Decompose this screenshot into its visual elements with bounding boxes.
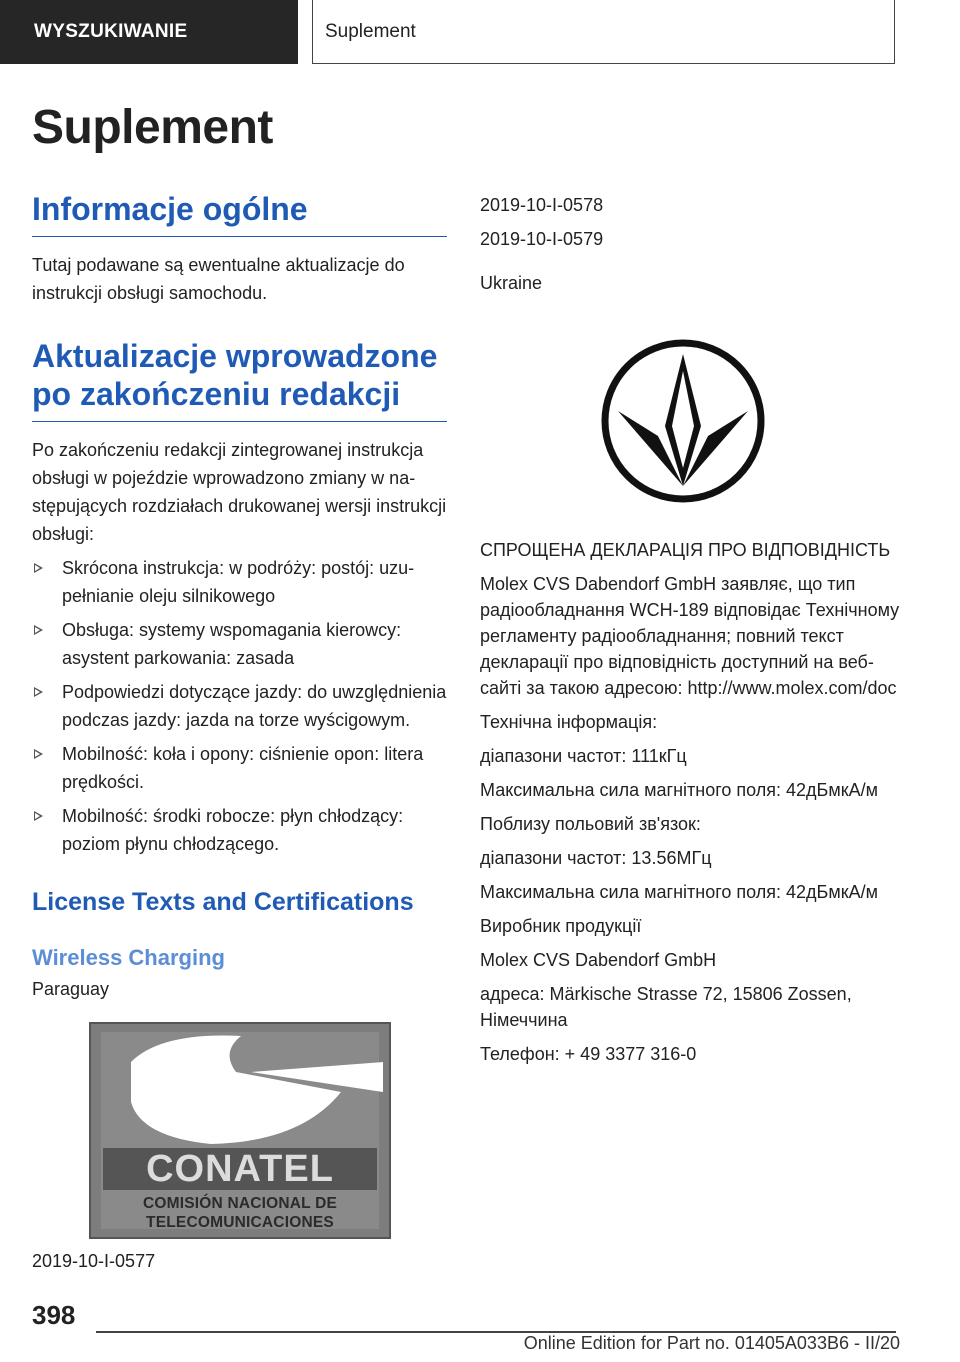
paragraph-updates: Po zakończeniu redakcji zintegrowanej instrukcja obsługi w pojeździe wprowadzono zmiany w następujących rozdziałach drukowanej wersji instrukcji obsługi: (32, 440, 447, 544)
declaration-line: Технічна інформація: (480, 712, 658, 732)
paragraph-general-info: Tutaj podawane są ewentualne aktualizacje do instrukcji obsługi samochodu. (32, 255, 405, 303)
list-item-text: Skrócona instrukcja: w podróży: postój: uzupełnianie oleju silnikowego (62, 558, 415, 606)
conatel-caption: COMISIÓN NACIONAL DE TELECOMUNICACIONES (142, 1195, 338, 1231)
section-tab[interactable] (312, 0, 895, 64)
section-tab-label: Suplement (325, 20, 416, 42)
heading-updates: Aktualizacje wprowadzone po zakończeniu redakcji (32, 337, 447, 422)
list-item[interactable] (32, 616, 447, 672)
list-item[interactable] (32, 802, 447, 858)
triangle-bullet-icon (34, 563, 43, 573)
triangle-bullet-icon (34, 687, 43, 697)
declaration-line: діапазони частот: 13.56МГц (480, 848, 712, 868)
declaration-line: Максимальна сила магнітного поля: 42дБмкА/м (480, 780, 878, 800)
declaration-line: Максимальна сила магнітного поля: 42дБмкА/м (480, 882, 878, 902)
list-item-text: Podpowiedzi dotyczące jazdy: do uwzględnienia podczas jazdy: jazda na torze wyścigowym. (62, 682, 447, 730)
triangle-bullet-icon (34, 749, 43, 759)
certificate-code: 2019-10-I-0579 (480, 229, 604, 249)
conatel-emblem-icon (101, 1032, 383, 1152)
declaration-line: СПРОЩЕНА ДЕКЛАРАЦІЯ ПРО ВІДПОВІДНІСТЬ (480, 540, 891, 560)
declaration-line: адреса: Märkische Strasse 72, 15806 Zossen, Німеччина (480, 984, 852, 1030)
search-tab[interactable] (0, 0, 298, 64)
left-column (32, 190, 447, 1272)
list-item-text: Obsługa: systemy wspomagania kierowcy: asystent parkowania: zasada (62, 620, 402, 668)
declaration-line: Телефон: + 49 3377 316-0 (480, 1044, 697, 1064)
updates-list (32, 554, 447, 858)
heading-general-info: Informacje ogólne (32, 190, 447, 237)
heading-license: License Texts and Certifications (32, 888, 414, 916)
declaration-line: Виробник продукції (480, 916, 642, 936)
declaration-line: діапазони частот: 111кГц (480, 746, 687, 766)
list-item-text: Mobilność: środki robocze: płyn chłodzący: poziom płynu chłodzącego. (62, 806, 404, 854)
declaration-line: Molex CVS Dabendorf GmbH (480, 950, 717, 970)
ukraine-conformity-mark-icon (598, 336, 768, 506)
list-item[interactable] (32, 740, 447, 796)
heading-wireless-charging: Wireless Charging (32, 945, 225, 970)
list-item-text: Mobilność: koła i opony: ciśnienie opon: litera prędkości. (62, 744, 424, 792)
certificate-code: 2019-10-I-0578 (480, 195, 604, 215)
search-tab-label: WYSZUKIWANIE (34, 21, 188, 42)
declaration-line: Molex CVS Dabendorf GmbH заявляє, що тип радіообладнання WCH-189 відповідає Технічному регламенту радіообладнання; повний текст декларації про відповідність доступний на веб-сайті за такою адресою: http://www.molex.com/doc (480, 574, 900, 698)
right-column (480, 192, 900, 1067)
page-title: Suplement (32, 101, 273, 154)
triangle-bullet-icon (34, 625, 43, 635)
page-number: 398 (32, 1300, 76, 1330)
country-ukraine: Ukraine (480, 273, 543, 293)
footer-edition: Online Edition for Part no. 01405A033B6 - II/20 (523, 1333, 900, 1353)
declaration-line: Поблизу польовий зв'язок: (480, 814, 701, 834)
conatel-wordmark: CONATEL (103, 1148, 377, 1190)
list-item[interactable] (32, 678, 447, 734)
country-paraguay: Paraguay (32, 979, 110, 999)
list-item[interactable] (32, 554, 447, 610)
conatel-logo (89, 1022, 391, 1239)
certificate-code: 2019-10-I-0577 (32, 1251, 156, 1271)
triangle-bullet-icon (34, 811, 43, 821)
declaration-block (480, 537, 900, 1067)
